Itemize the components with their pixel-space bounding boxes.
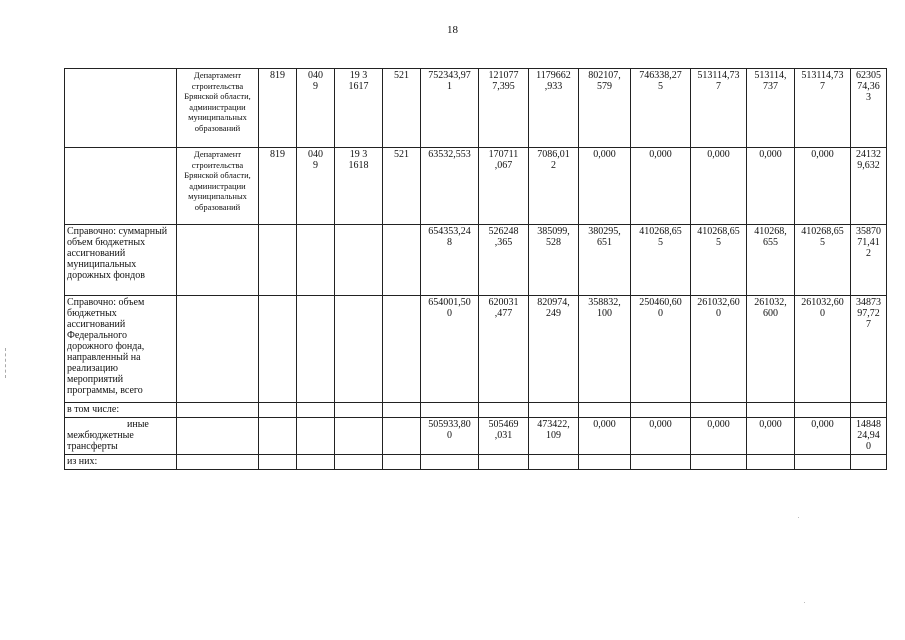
value-cell <box>479 403 529 418</box>
code-cell <box>383 455 421 470</box>
value-cell: 0,000 <box>691 418 747 455</box>
value-cell: 250460,60 0 <box>631 296 691 403</box>
value-cell: 654353,24 8 <box>421 225 479 296</box>
value-cell: 385099, 528 <box>529 225 579 296</box>
table-row <box>65 296 887 403</box>
value-cell: 410268, 655 <box>747 225 795 296</box>
value-cell <box>851 455 887 470</box>
code-cell: 19 3 1618 <box>335 148 383 225</box>
value-cell: 7086,01 2 <box>529 148 579 225</box>
value-cell: 380295, 651 <box>579 225 631 296</box>
code-cell <box>259 296 297 403</box>
scan-artifact <box>5 348 7 378</box>
value-cell: 261032,60 0 <box>795 296 851 403</box>
row-label: иные межбюджетные трансферты <box>65 418 177 455</box>
code-cell: 521 <box>383 148 421 225</box>
value-cell: 358832, 100 <box>579 296 631 403</box>
row-label: Справочно: суммарный объем бюджетных ассигнований муниципальных дорожных фондов <box>65 225 177 296</box>
table-row <box>65 403 887 418</box>
table-row <box>65 148 887 225</box>
value-cell: 746338,27 5 <box>631 69 691 148</box>
value-cell: 0,000 <box>631 418 691 455</box>
value-cell: 0,000 <box>691 148 747 225</box>
code-cell <box>335 296 383 403</box>
value-cell: 261032, 600 <box>747 296 795 403</box>
department-cell <box>177 225 259 296</box>
code-cell: 040 9 <box>297 69 335 148</box>
value-cell: 802107, 579 <box>579 69 631 148</box>
value-cell <box>691 455 747 470</box>
value-cell: 121077 7,395 <box>479 69 529 148</box>
value-cell <box>795 403 851 418</box>
value-cell <box>579 403 631 418</box>
value-cell: 410268,65 5 <box>631 225 691 296</box>
value-cell <box>579 455 631 470</box>
value-cell <box>747 455 795 470</box>
code-cell <box>297 296 335 403</box>
code-cell <box>259 225 297 296</box>
value-cell: 505469 ,031 <box>479 418 529 455</box>
code-cell <box>297 225 335 296</box>
value-cell: 170711 ,067 <box>479 148 529 225</box>
value-cell <box>851 403 887 418</box>
value-cell <box>421 455 479 470</box>
value-cell <box>691 403 747 418</box>
value-cell: 505933,80 0 <box>421 418 479 455</box>
code-cell <box>297 455 335 470</box>
value-cell: 34873 97,72 7 <box>851 296 887 403</box>
row-label: из них: <box>65 455 177 470</box>
department-cell <box>177 455 259 470</box>
value-cell: 0,000 <box>795 418 851 455</box>
code-cell: 521 <box>383 69 421 148</box>
row-label <box>65 148 177 225</box>
department-cell <box>177 403 259 418</box>
value-cell <box>529 403 579 418</box>
code-cell: 19 3 1617 <box>335 69 383 148</box>
value-cell: 0,000 <box>747 418 795 455</box>
value-cell <box>421 403 479 418</box>
value-cell <box>795 455 851 470</box>
value-cell: 0,000 <box>579 148 631 225</box>
value-cell: 513114,73 7 <box>795 69 851 148</box>
table-row <box>65 225 887 296</box>
code-cell: 040 9 <box>297 148 335 225</box>
value-cell: 63532,553 <box>421 148 479 225</box>
value-cell: 752343,97 1 <box>421 69 479 148</box>
value-cell: 410268,65 5 <box>691 225 747 296</box>
code-cell <box>297 403 335 418</box>
code-cell <box>297 418 335 455</box>
value-cell <box>529 455 579 470</box>
value-cell <box>479 455 529 470</box>
value-cell: 14848 24,94 0 <box>851 418 887 455</box>
table-row <box>65 455 887 470</box>
value-cell: 513114,73 7 <box>691 69 747 148</box>
table-row <box>65 418 887 455</box>
value-cell: 0,000 <box>795 148 851 225</box>
code-cell <box>259 418 297 455</box>
value-cell: 1179662 ,933 <box>529 69 579 148</box>
value-cell: 261032,60 0 <box>691 296 747 403</box>
value-cell <box>631 455 691 470</box>
value-cell: 62305 74,36 3 <box>851 69 887 148</box>
value-cell <box>631 403 691 418</box>
value-cell: 654001,50 0 <box>421 296 479 403</box>
value-cell: 473422, 109 <box>529 418 579 455</box>
budget-table <box>64 68 887 470</box>
code-cell <box>259 403 297 418</box>
value-cell: 0,000 <box>631 148 691 225</box>
department-cell <box>177 296 259 403</box>
page-number: 18 <box>447 24 458 36</box>
code-cell <box>335 418 383 455</box>
value-cell: 513114, 737 <box>747 69 795 148</box>
code-cell <box>335 403 383 418</box>
value-cell: 410268,65 5 <box>795 225 851 296</box>
value-cell: 35870 71,41 2 <box>851 225 887 296</box>
value-cell: 526248 ,365 <box>479 225 529 296</box>
table-row <box>65 69 887 148</box>
value-cell: 620031 ,477 <box>479 296 529 403</box>
code-cell <box>383 418 421 455</box>
row-label <box>65 69 177 148</box>
scan-speck <box>804 602 805 603</box>
scan-speck <box>798 517 799 518</box>
value-cell: 24132 9,632 <box>851 148 887 225</box>
code-cell <box>259 455 297 470</box>
department-cell <box>177 418 259 455</box>
code-cell: 819 <box>259 69 297 148</box>
row-label: Справочно: объем бюджетных ассигнований Федерального дорожного фонда, направленный на реализацию мероприятий программы, всего <box>65 296 177 403</box>
row-label: в том числе: <box>65 403 177 418</box>
code-cell <box>335 455 383 470</box>
department-cell: Департамент строительства Брянской области, администрации муниципальных образований <box>177 69 259 148</box>
value-cell <box>747 403 795 418</box>
code-cell <box>383 225 421 296</box>
code-cell <box>383 296 421 403</box>
department-cell: Департамент строительства Брянской области, администрации муниципальных образований <box>177 148 259 225</box>
code-cell <box>335 225 383 296</box>
code-cell <box>383 403 421 418</box>
value-cell: 0,000 <box>579 418 631 455</box>
value-cell: 820974, 249 <box>529 296 579 403</box>
value-cell: 0,000 <box>747 148 795 225</box>
code-cell: 819 <box>259 148 297 225</box>
